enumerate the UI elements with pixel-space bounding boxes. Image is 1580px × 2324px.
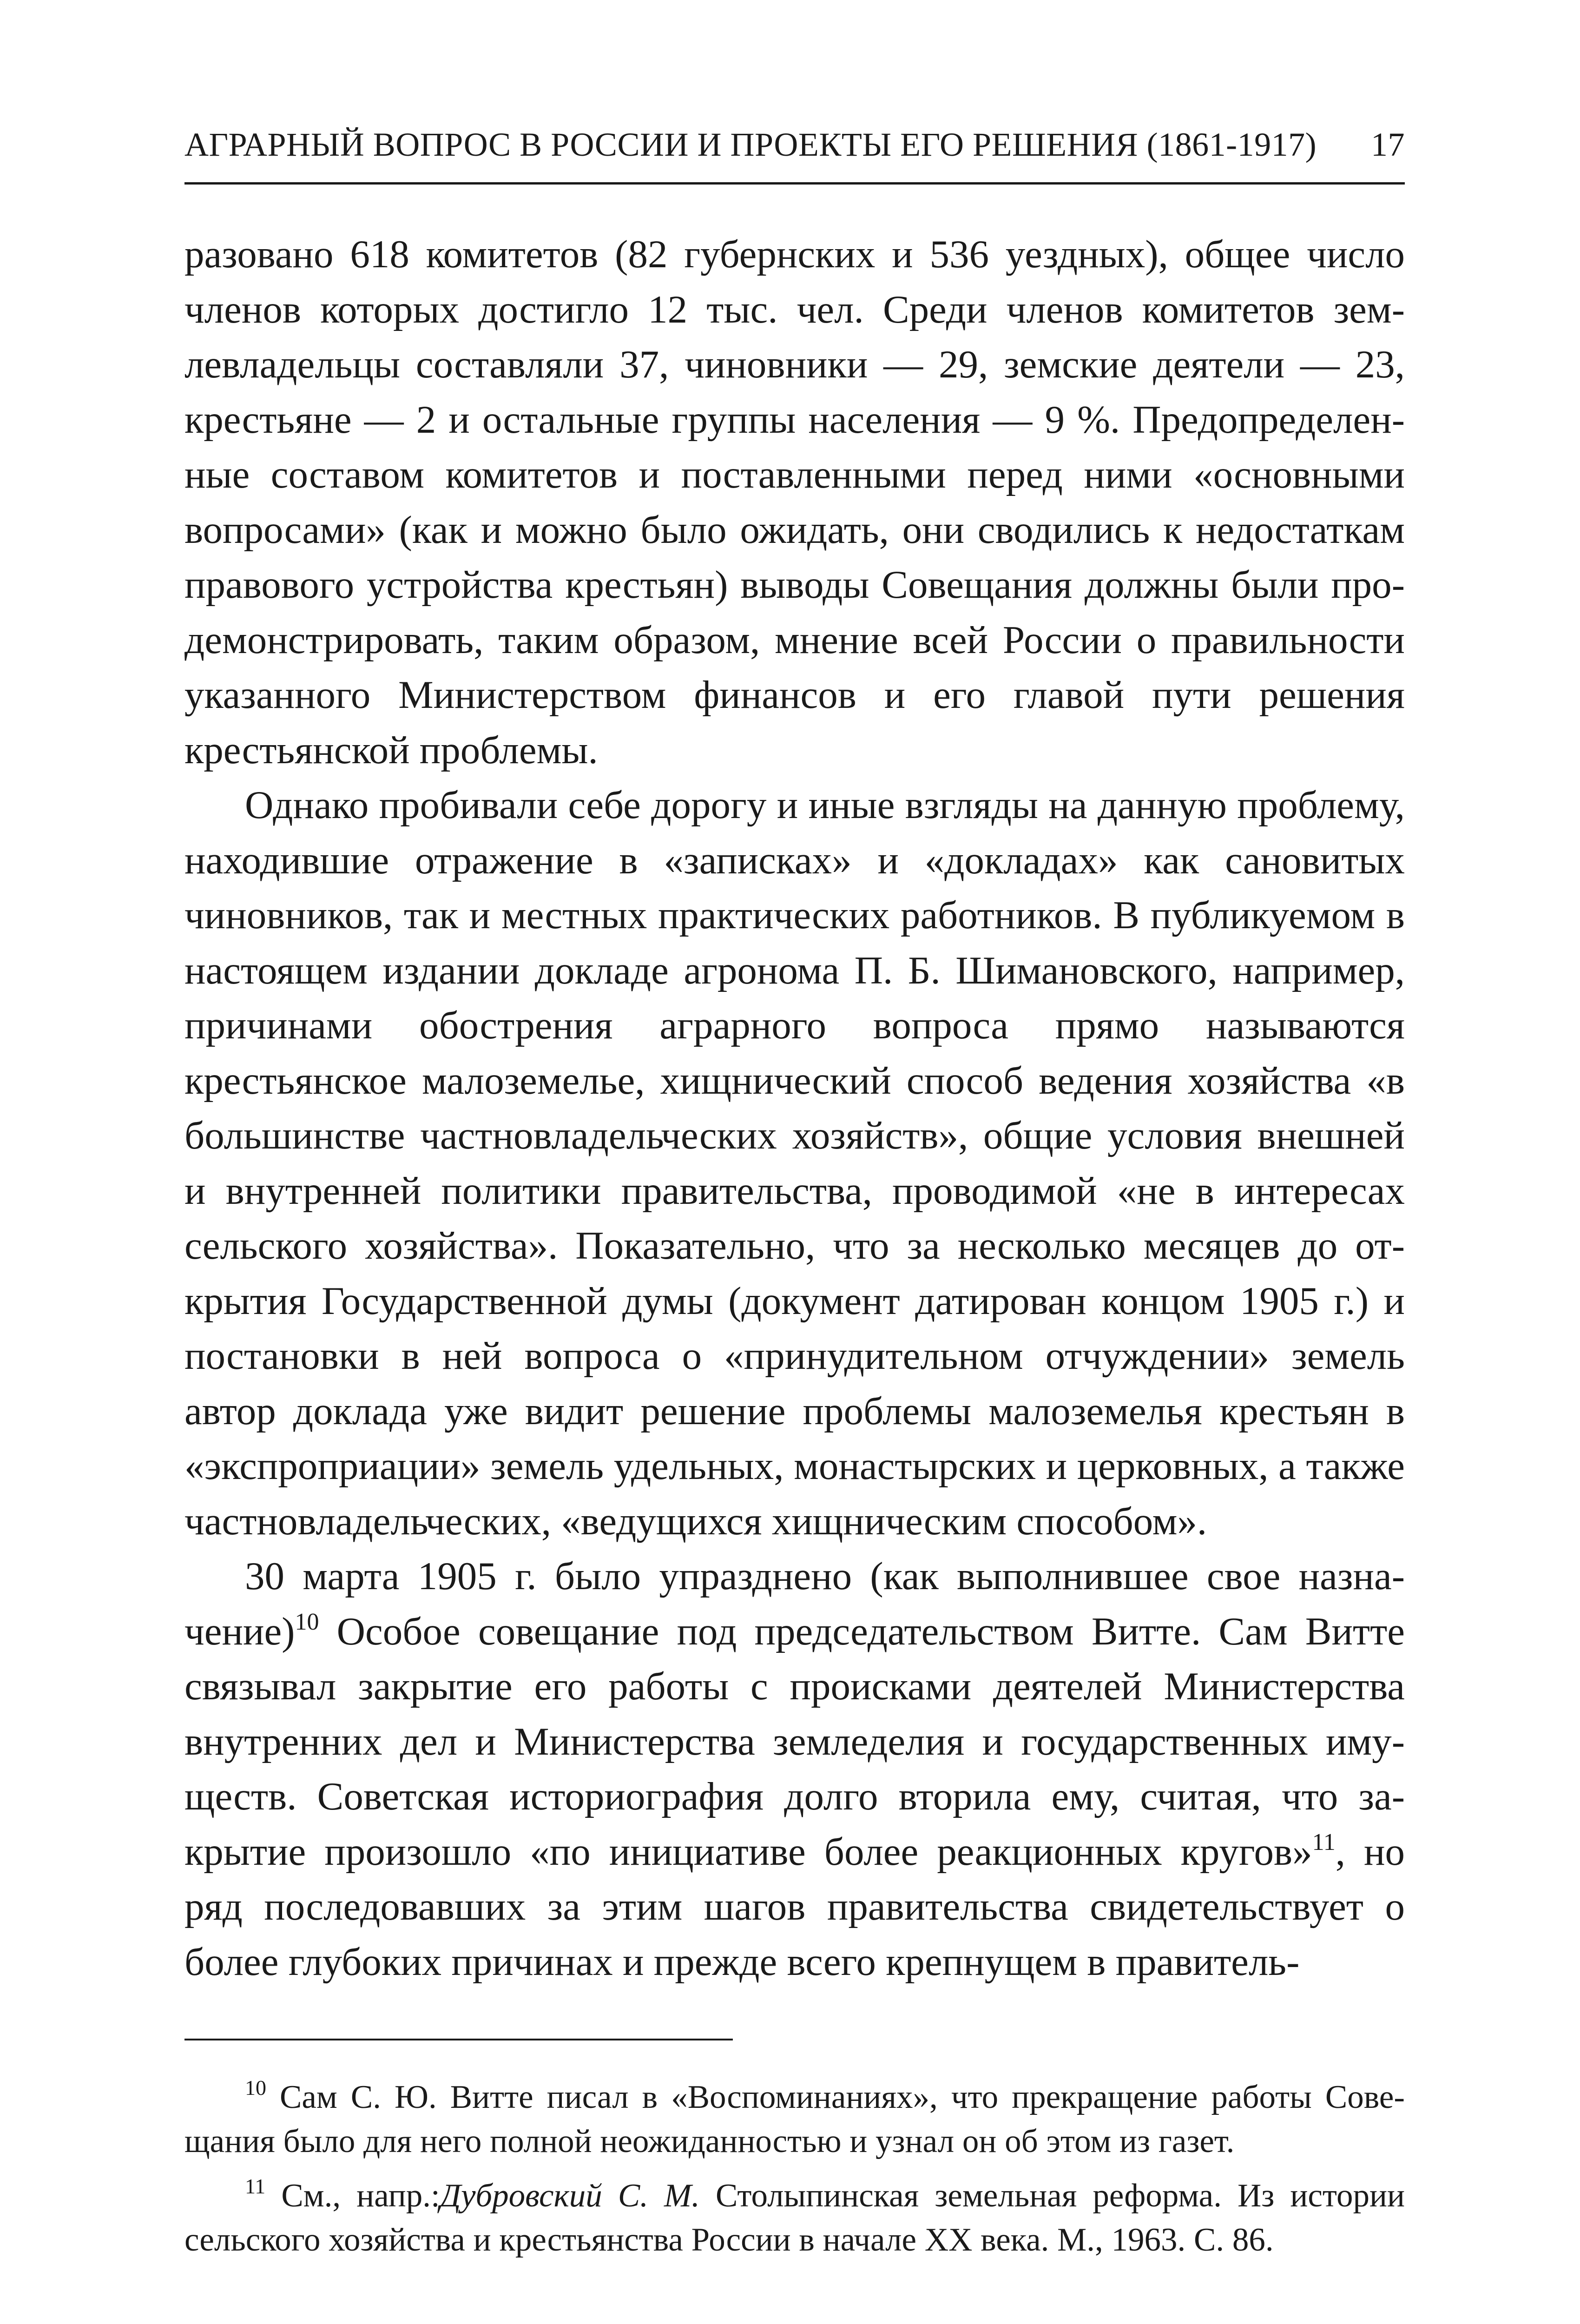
body-text [184, 227, 1405, 1989]
footnotes [184, 2075, 1405, 2262]
footnote-ref-10[interactable]: 10 [295, 1608, 319, 1635]
running-head-title: АГРАРНЫЙ ВОПРОС В РОССИИ И ПРОЕКТЫ ЕГО РЕШЕНИЯ (1861-1917) [184, 126, 1317, 163]
footnote-mark-11: 11 [245, 2174, 266, 2198]
footnote-rule [184, 2039, 733, 2040]
footnote-mark-10: 10 [245, 2076, 266, 2100]
footnote-11-prefix: См., напр.: [265, 2178, 440, 2214]
paragraph-3 [184, 1549, 1405, 1989]
footnote-ref-11[interactable]: 11 [1312, 1829, 1336, 1855]
footnote-10-text: Сам С. Ю. Витте писал в «Воспоминаниях», что прекращение работы Совещания было для него полной неожиданностью и узнал он об этом из газет. [184, 2079, 1405, 2159]
header-rule [184, 182, 1405, 185]
footnote-11 [184, 2174, 1405, 2262]
footnote-10 [184, 2075, 1405, 2164]
page-number: 17 [1371, 126, 1405, 163]
paragraph-1: разовано 618 комитетов (82 губернских и 536 уездных), общее число членов которых достигло 12 тыс. чел. Среди членов комитетов землевладельцы составляли 37, чиновники — 29, земские деятели — 23, крестьяне — 2 и остальные группы населения — 9 %. Предопределенные составом комитетов и поставленными перед ними «основными вопросами» (как и можно было ожидать, они сводились к недостаткам правового устройства крестьян) выводы Совещания должны были продемонстрировать, таким образом, мнение всей России о правильности указанного Министерством финансов и его главой пути решения крестьянской проблемы. [184, 232, 1405, 772]
footnote-11-text: Столыпинская земельная реформа. Из истории сельского хозяйства и крестьянства России в начале XX века. М., 1963. С. 86. [184, 2178, 1405, 2258]
running-head [184, 125, 1405, 164]
paragraph-3-part-1: 30 марта 1905 г. было упразднено (как выполнившее свое назначение) [184, 1554, 1405, 1653]
paragraph-3-part-2: Особое совещание под председательством Витте. Сам Витте связывал закрытие его работы с происками деятелей Министерства внутренних дел и Министерства земледелия и государственных имуществ. Советская историография долго вторила ему, считая, что закрытие произошло «по инициативе более реакционных кругов» [184, 1609, 1405, 1874]
paragraph-2: Однако пробивали себе дорогу и иные взгляды на данную проблему, находившие отражение в «записках» и «докладах» как сановитых чиновников, так и местных практических работников. В публикуемом в настоящем издании докладе агронома П. Б. Шимановского, например, причинами обострения аграрного вопроса прямо называются крестьянское малоземелье, хищнический способ ведения хозяйства «в большинстве частновладельческих хозяйств», общие условия внешней и внутренней политики правительства, проводимой «не в интересах сельского хозяйства». Показательно, что за несколько месяцев до открытия Государственной думы (документ датирован концом 1905 г.) и постановки в ней вопроса о «принудительном отчуждении» земель автор доклада уже видит решение проблемы малоземелья крестьян в «экспроприации» земель удельных, монастырских и церковных, а также частновладельческих, «ведущихся хищническим способом». [184, 783, 1405, 1543]
paragraph-3-part-3: , но ряд последовавших за этим шагов правительства свидетельствует о более глубоких причинах и прежде всего крепнущем в правитель- [184, 1829, 1405, 1984]
footnote-11-author: Дубровский С. М. [440, 2178, 700, 2214]
